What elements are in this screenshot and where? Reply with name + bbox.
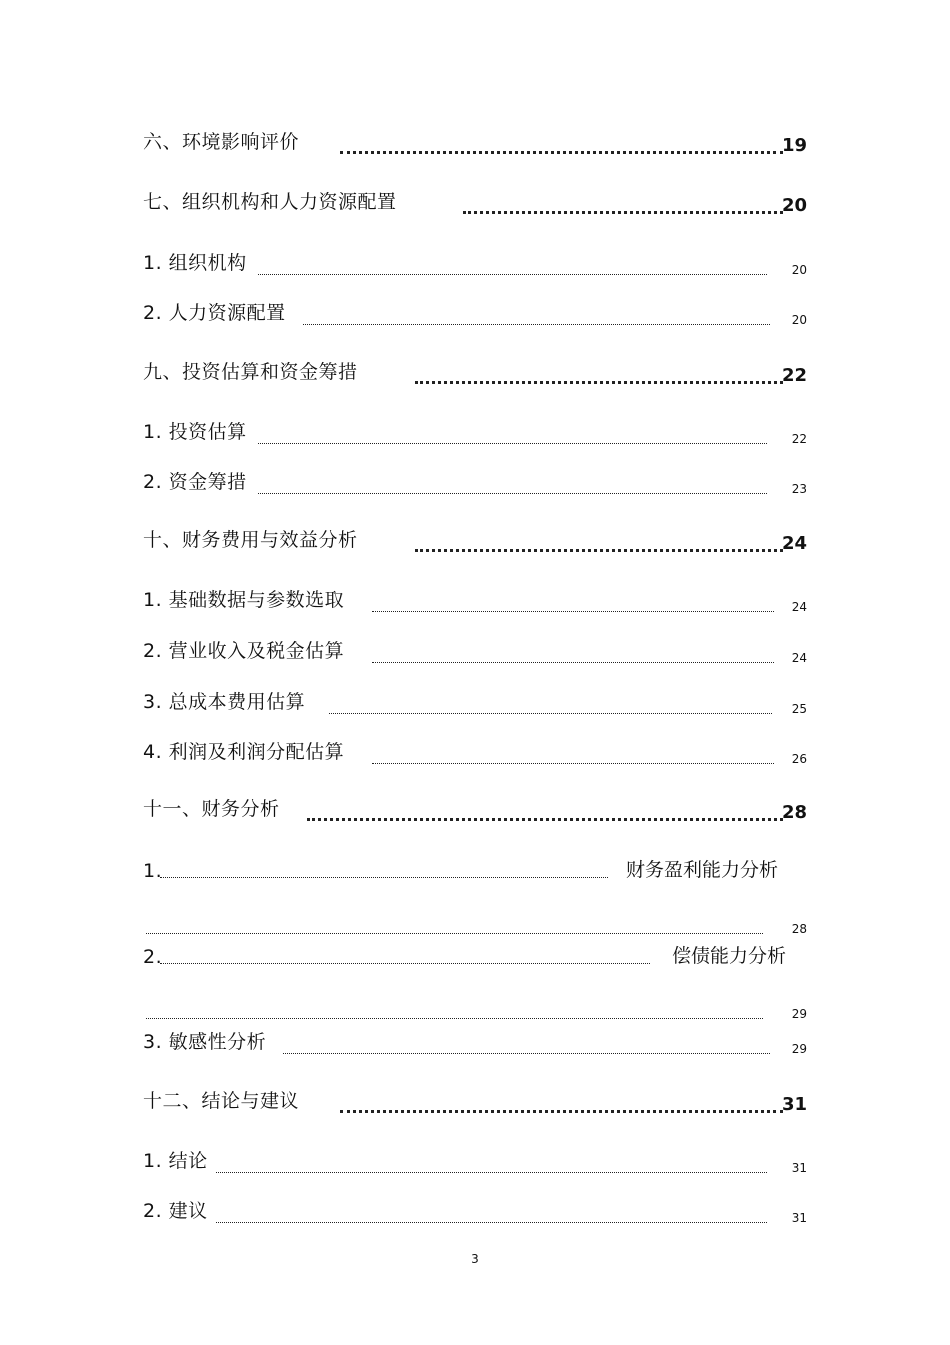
dot-leader	[258, 443, 767, 444]
dot-leader	[372, 763, 774, 764]
toc-entry-title: 2. 人力资源配置	[143, 302, 286, 324]
toc-entry-title: 2. 建议	[143, 1200, 208, 1222]
page-number-footer: 3	[471, 1252, 479, 1266]
dot-leader	[340, 1110, 783, 1113]
toc-entry-page: 20	[791, 313, 807, 327]
toc-entry-continuation[interactable]	[143, 991, 807, 1021]
toc-entry-page: 29	[791, 1042, 807, 1056]
dot-leader	[307, 818, 783, 821]
dot-leader	[415, 549, 783, 552]
toc-entry-number: 2.	[143, 946, 163, 968]
toc-entry-major[interactable]	[143, 793, 807, 823]
toc-entry-minor[interactable]	[143, 686, 807, 716]
toc-entry-title: 七、组织机构和人力资源配置	[143, 191, 397, 213]
toc-entry-page: 31	[791, 1211, 807, 1225]
dot-leader	[340, 151, 783, 154]
toc-entry-minor[interactable]	[143, 1145, 807, 1175]
toc-entry-page: 23	[791, 482, 807, 496]
dot-leader	[216, 1222, 767, 1223]
toc-entry-title: 3. 敏感性分析	[143, 1031, 267, 1053]
toc-entry-major[interactable]	[143, 126, 807, 156]
dot-leader	[329, 713, 772, 714]
toc-entry-major[interactable]	[143, 524, 807, 554]
toc-entry-minor[interactable]	[143, 940, 807, 970]
toc-entry-title: 4. 利润及利润分配估算	[143, 741, 345, 763]
toc-entry-major[interactable]	[143, 356, 807, 386]
dot-leader	[372, 662, 774, 663]
toc-entry-minor[interactable]	[143, 1195, 807, 1225]
toc-entry-page: 28	[791, 922, 807, 936]
toc-entry-minor[interactable]	[143, 297, 807, 327]
toc-entry-page: 22	[781, 365, 807, 386]
dot-leader	[160, 963, 650, 964]
toc-entry-title: 六、环境影响评价	[143, 131, 300, 153]
toc-entry-title: 十一、财务分析	[143, 798, 280, 820]
toc-entry-title: 2. 资金筹措	[143, 471, 247, 493]
toc-entry-page: 26	[791, 752, 807, 766]
dot-leader	[283, 1053, 770, 1054]
toc-entry-title: 3. 总成本费用估算	[143, 691, 306, 713]
toc-entry-minor[interactable]	[143, 1026, 807, 1056]
dot-leader	[258, 274, 767, 275]
toc-entry-title: 1. 结论	[143, 1150, 208, 1172]
toc-entry-major[interactable]	[143, 1085, 807, 1115]
toc-entry-page: 20	[781, 195, 807, 216]
toc-entry-page: 29	[791, 1007, 807, 1021]
toc-entry-page: 25	[791, 702, 807, 716]
toc-entry-title: 十、财务费用与效益分析	[143, 529, 358, 551]
toc-entry-title: 九、投资估算和资金筹措	[143, 361, 358, 383]
dot-leader	[372, 611, 774, 612]
toc-entry-page: 28	[781, 802, 807, 823]
toc-entry-major[interactable]	[143, 186, 807, 216]
toc-entry-minor[interactable]	[143, 416, 807, 446]
toc-entry-continuation[interactable]	[143, 906, 807, 936]
toc-entry-minor[interactable]	[143, 247, 807, 277]
toc-entry-title: 财务盈利能力分析	[626, 859, 779, 881]
toc-entry-minor[interactable]	[143, 736, 807, 766]
dot-leader	[160, 877, 608, 878]
toc-entry-minor[interactable]	[143, 466, 807, 496]
toc-entry-page: 20	[791, 263, 807, 277]
toc-entry-number: 1.	[143, 860, 163, 882]
toc-entry-page: 31	[791, 1161, 807, 1175]
toc-entry-page: 22	[791, 432, 807, 446]
toc-entry-title: 十二、结论与建议	[143, 1090, 300, 1112]
toc-entry-page: 19	[781, 135, 807, 156]
toc-entry-page: 24	[791, 600, 807, 614]
dot-leader	[258, 493, 767, 494]
toc-entry-minor[interactable]	[143, 854, 807, 884]
dot-leader	[303, 324, 770, 325]
dot-leader	[146, 1018, 763, 1019]
toc-entry-page: 24	[791, 651, 807, 665]
dot-leader	[146, 933, 763, 934]
dot-leader	[415, 381, 783, 384]
dot-leader	[216, 1172, 767, 1173]
toc-entry-title: 1. 投资估算	[143, 421, 247, 443]
toc-entry-title: 2. 营业收入及税金估算	[143, 640, 345, 662]
toc-entry-page: 31	[781, 1094, 807, 1115]
dot-leader	[463, 211, 783, 214]
toc-entry-minor[interactable]	[143, 584, 807, 614]
toc-entry-page: 24	[781, 533, 807, 554]
toc-entry-title: 1. 组织机构	[143, 252, 247, 274]
toc-entry-title: 偿债能力分析	[672, 945, 787, 967]
toc-entry-minor[interactable]	[143, 635, 807, 665]
toc-entry-title: 1. 基础数据与参数选取	[143, 589, 345, 611]
